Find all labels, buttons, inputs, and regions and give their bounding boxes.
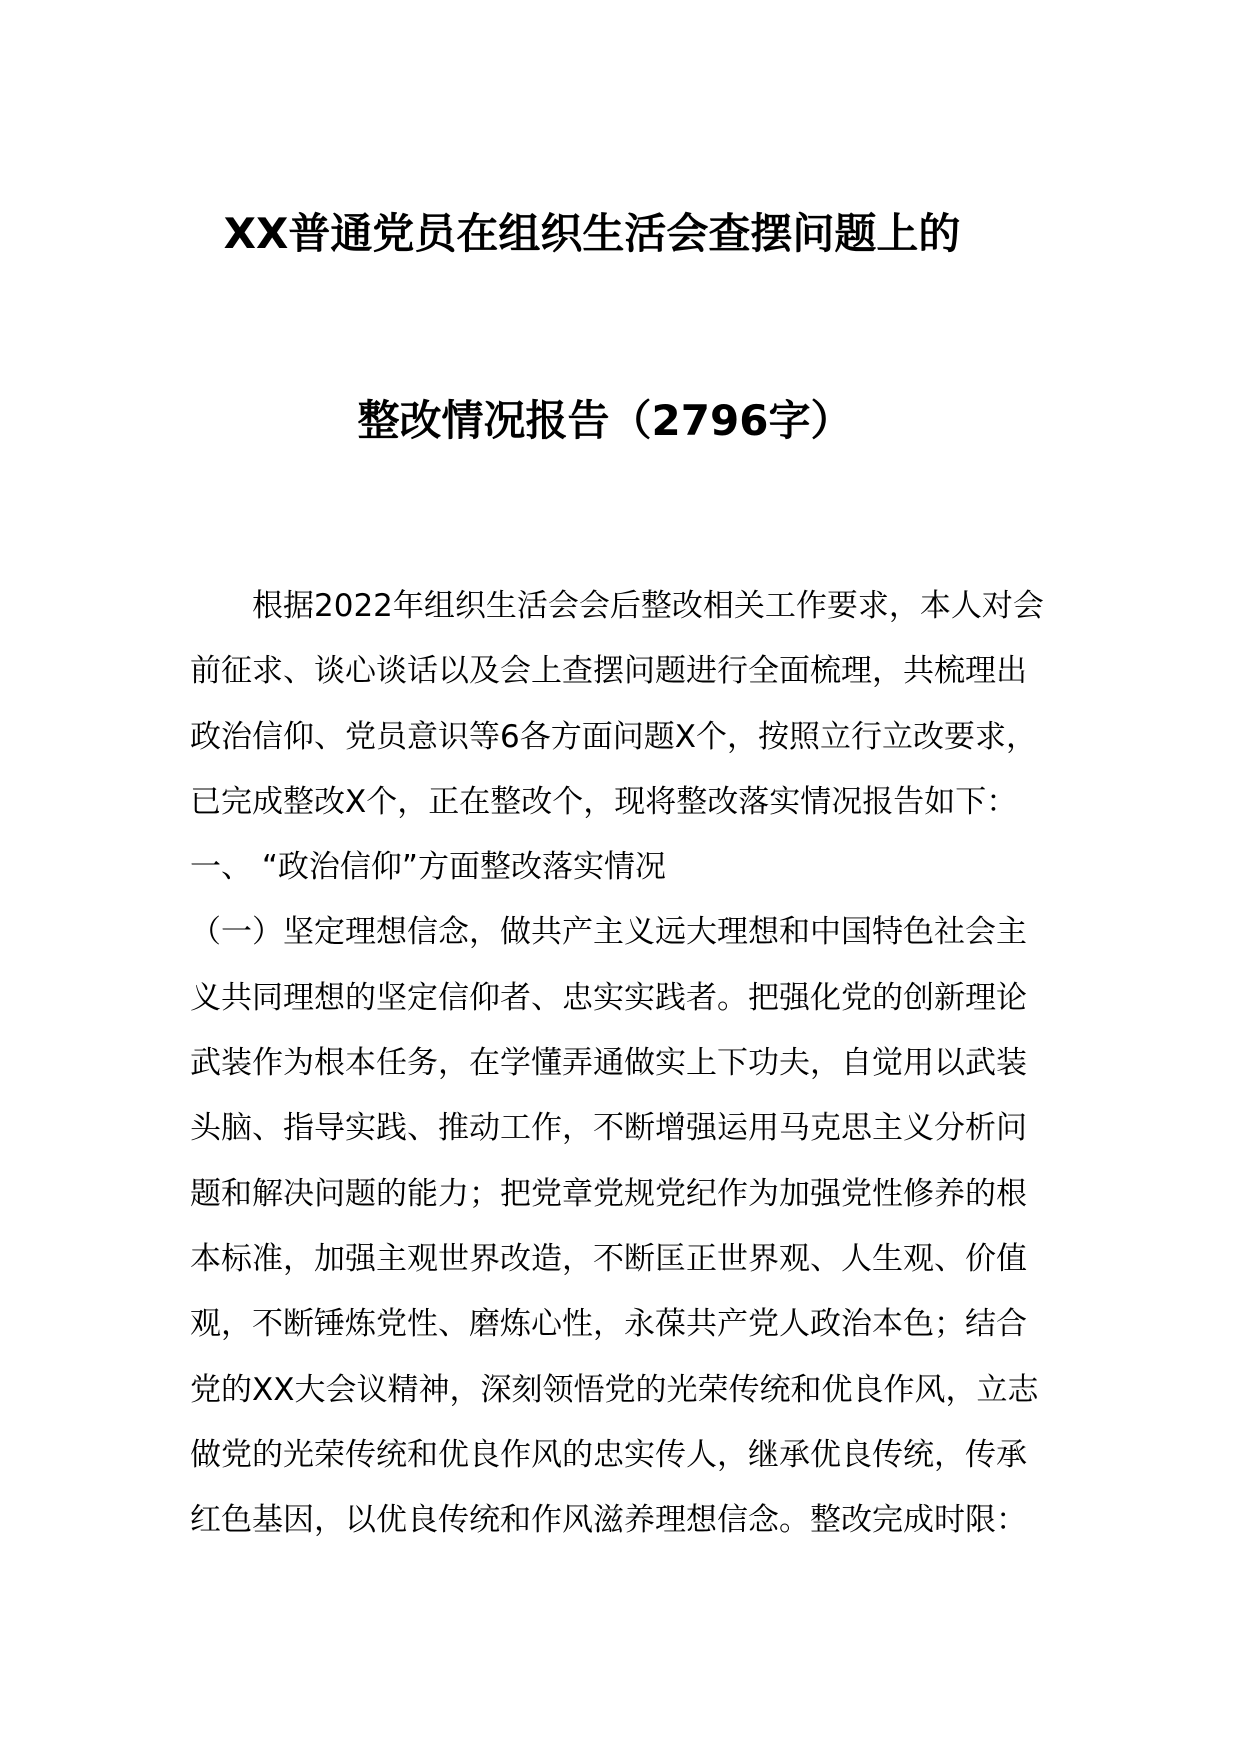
body-line: 政治信仰、党员意识等6各方面问题X个，按照立行立改要求， bbox=[190, 718, 1037, 755]
body-line: 观，不断锤炼党性、磨炼心性，永葆共产党人政治本色；结合 bbox=[190, 1306, 1027, 1343]
section-heading: 一、 “政治信仰”方面整改落实情况 bbox=[190, 849, 666, 886]
body-line: 做党的光荣传统和优良作风的忠实传人，继承优良传统，传承 bbox=[190, 1436, 1027, 1473]
body-line: 武装作为根本任务，在学懂弄通做实上下功夫，自觉用以武装 bbox=[190, 1045, 1027, 1082]
body-line: 根据2022年组织生活会会后整改相关工作要求，本人对会 bbox=[252, 588, 1044, 624]
document-body bbox=[190, 574, 1090, 1553]
body-line: 红色基因，以优良传统和作风滋养理想信念。整改完成时限： bbox=[190, 1502, 1027, 1539]
document-title-line-2: 整改情况报告（2796字） bbox=[357, 396, 853, 445]
body-line: （一）坚定理想信念，做共产主义远大理想和中国特色社会主 bbox=[190, 914, 1027, 951]
body-line: 党的XX大会议精神，深刻领悟党的光荣传统和优良作风，立志 bbox=[190, 1371, 1039, 1408]
body-line: 已完成整改X个，正在整改个，现将整改落实情况报告如下： bbox=[190, 783, 1018, 820]
body-line: 前征求、谈心谈话以及会上查摆问题进行全面梳理，共梳理出 bbox=[190, 653, 1027, 690]
body-line: 义共同理想的坚定信仰者、忠实实践者。把强化党的创新理论 bbox=[190, 979, 1027, 1016]
body-line: 本标准，加强主观世界改造，不断匡正世界观、人生观、价值 bbox=[190, 1240, 1027, 1277]
body-line: 头脑、指导实践、推动工作，不断增强运用马克思主义分析问 bbox=[190, 1110, 1027, 1147]
body-line: 题和解决问题的能力；把党章党规党纪作为加强党性修养的根 bbox=[190, 1175, 1027, 1212]
document-title-line-1: XX普通党员在组织生活会查摆问题上的 bbox=[223, 209, 961, 258]
